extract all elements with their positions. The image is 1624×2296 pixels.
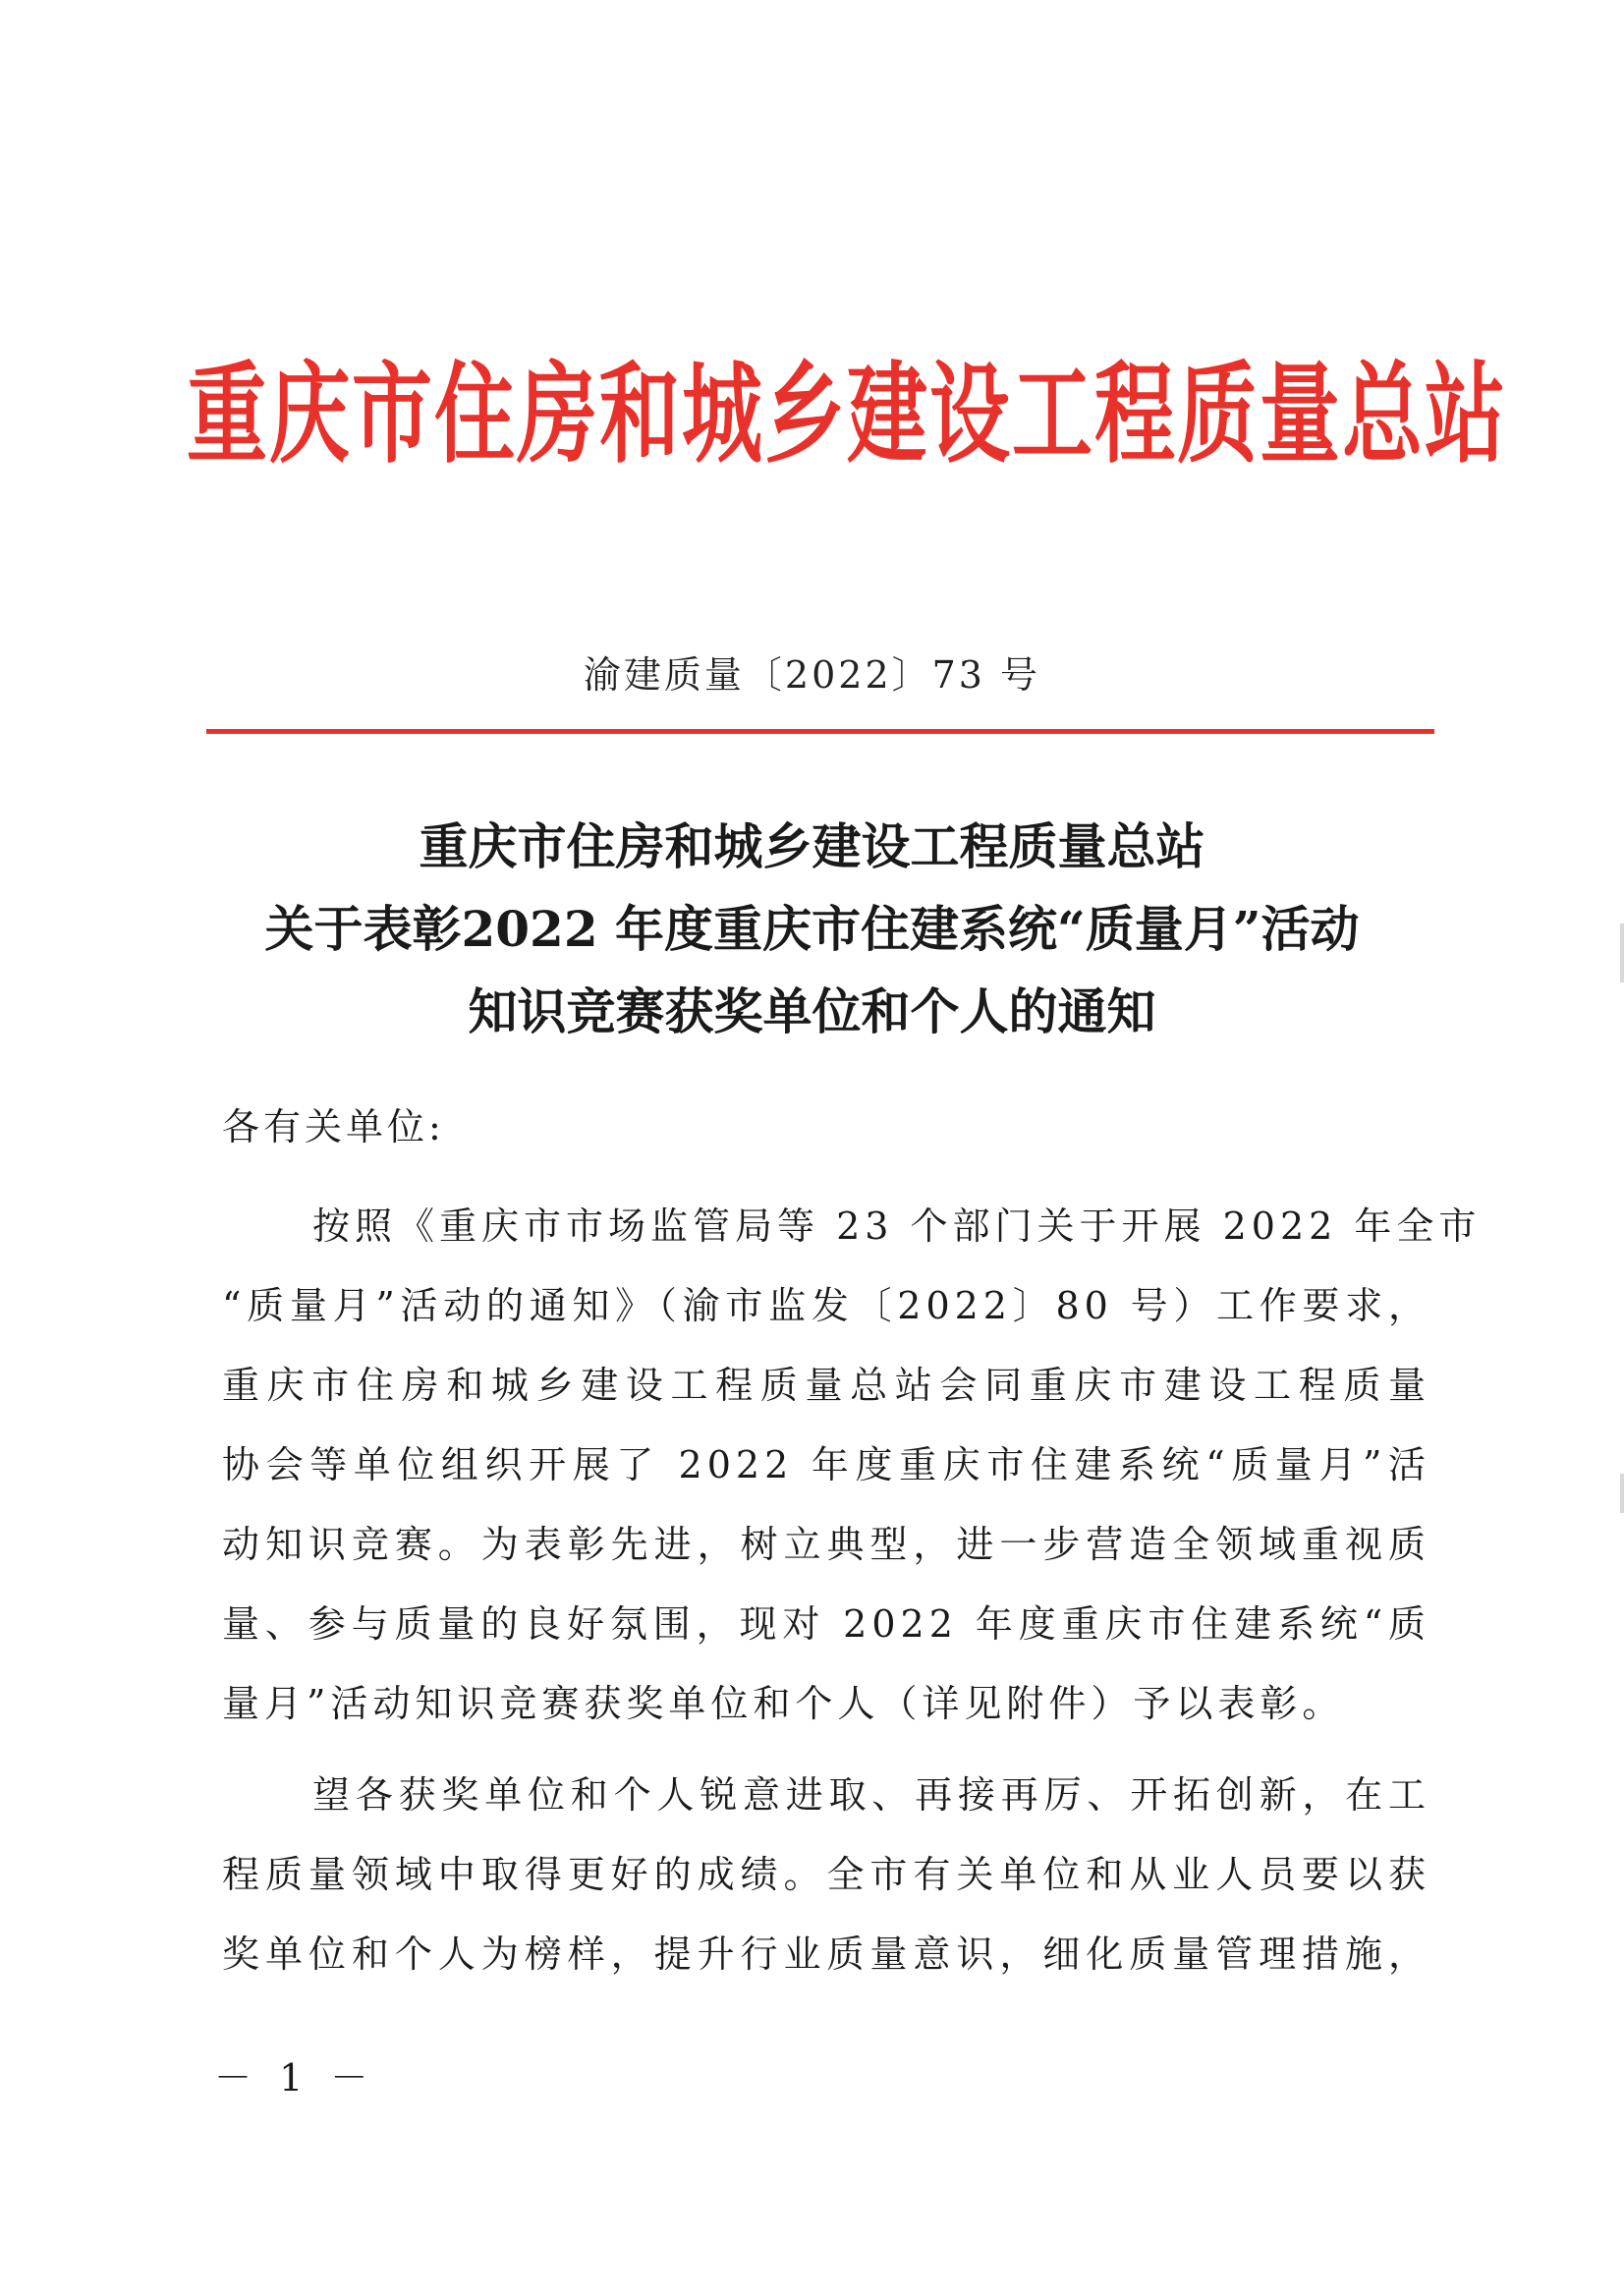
paragraph-line: 动知识竞赛。为表彰先进，树立典型，进一步营造全领域重视质 — [222, 1523, 1430, 1566]
paragraph-line: 按照《重庆市市场监管局等 23 个部门关于开展 2022 年全市 — [312, 1204, 1482, 1248]
paragraph-line: 奖单位和个人为榜样，提升行业质量意识，细化质量管理措施， — [222, 1932, 1430, 1976]
paragraph-line: 程质量领域中取得更好的成绩。全市有关单位和从业人员要以获 — [222, 1853, 1430, 1896]
title-line-3: 知识竞赛获奖单位和个人的通知 — [468, 982, 1156, 1040]
document-number: 渝建质量〔2022〕73 号 — [583, 653, 1041, 697]
paragraph-line: 量月”活动知识竞赛获奖单位和个人（详见附件）予以表彰。 — [222, 1682, 1345, 1725]
paragraph-2 — [222, 1756, 1430, 1994]
scan-edge-mark — [1620, 1474, 1624, 1513]
paragraph-line: 望各获奖单位和个人锐意进取、再接再厉、开拓创新，在工 — [312, 1773, 1430, 1817]
issuing-organization-header: 重庆市住房和城乡建设工程质量总站 — [187, 352, 1508, 478]
paragraph-line: 量、参与质量的良好氛围，现对 2022 年度重庆市住建系统“质 — [222, 1602, 1430, 1646]
salutation: 各有关单位: — [222, 1105, 445, 1148]
paragraph-1 — [222, 1187, 1482, 1744]
document-title — [0, 806, 1624, 1053]
page-number: － 1 － — [214, 2056, 376, 2100]
title-line-1: 重庆市住房和城乡建设工程质量总站 — [419, 817, 1205, 875]
paragraph-line: “质量月”活动的通知》（渝市监发〔2022〕80 号）工作要求， — [222, 1284, 1430, 1327]
paragraph-line: 协会等单位组织开展了 2022 年度重庆市住建系统“质量月”活 — [222, 1443, 1430, 1486]
paragraph-line: 重庆市住房和城乡建设工程质量总站会同重庆市建设工程质量 — [222, 1364, 1430, 1407]
body-text — [222, 1187, 1482, 1994]
title-line-2: 关于表彰2022 年度重庆市住建系统“质量月”活动 — [264, 900, 1360, 958]
scan-edge-mark — [1620, 924, 1624, 982]
red-divider-line — [206, 729, 1434, 734]
